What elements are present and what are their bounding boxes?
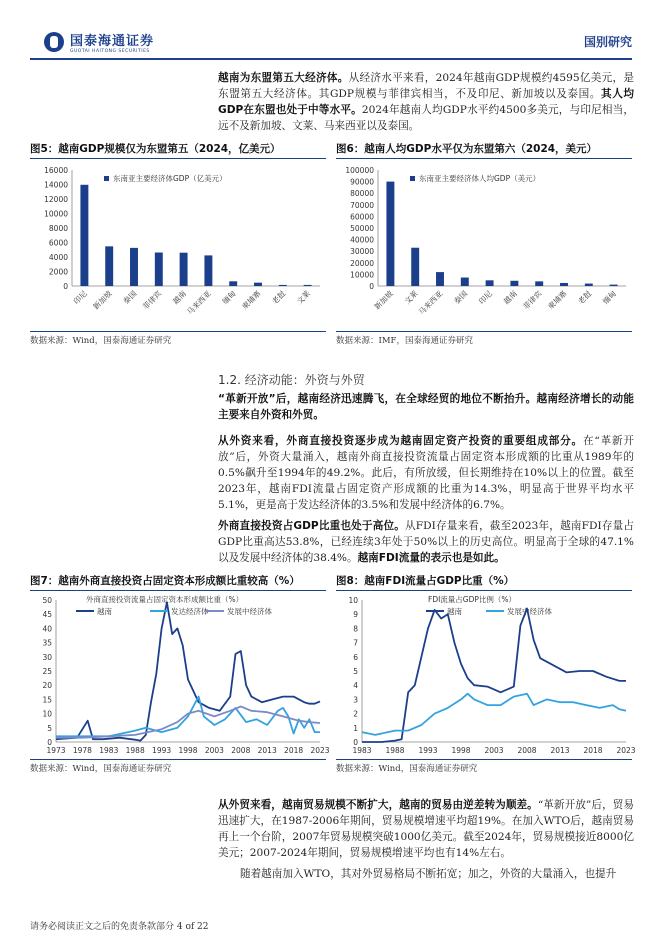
fig5-source-divider xyxy=(30,331,326,332)
fig6-y-tick: 50000 xyxy=(350,224,374,233)
fig7-legend-label: 发达经济体 xyxy=(171,607,209,616)
fig8-source-divider xyxy=(336,759,632,760)
fig8-y-tick: 3 xyxy=(353,695,358,705)
fig7-y-tick: 15 xyxy=(42,695,52,705)
fig6-y-tick: 70000 xyxy=(350,200,374,210)
fig5-y-tick: 8000 xyxy=(48,224,68,233)
fig5-legend-swatch xyxy=(104,176,109,181)
fig6-x-tick: 缅甸 xyxy=(601,289,619,307)
fig6-x-tick: 泰国 xyxy=(452,289,470,307)
fig7-x-tick: 2003 xyxy=(204,746,224,755)
fig6-bar xyxy=(411,248,419,286)
fig7-chart-title: 外商直接投资流量占固定资本形成额比重（%） xyxy=(86,595,244,604)
fig8-y-tick: 6 xyxy=(353,652,358,662)
fig8-x-tick: 1993 xyxy=(418,746,438,755)
p3-bold-1: 外商直接投资占GDP比重也处于高位。 xyxy=(218,520,406,532)
fig7-legend-label: 越南 xyxy=(97,607,112,616)
fig7-caption: 图7：越南外商直接投资占固定资本形成额比重较高（%） xyxy=(30,573,326,591)
fig8-y-tick: 1 xyxy=(353,723,358,733)
fig6-chart xyxy=(336,162,632,332)
fig8-y-tick: 10 xyxy=(348,596,358,605)
fig6-caption: 图6：越南人均GDP水平仅为东盟第六（2024，美元） xyxy=(336,141,632,159)
fig6-source: 数据来源：IMF，国泰海通证券研究 xyxy=(336,336,473,346)
fig8-x-tick: 2023 xyxy=(616,746,636,755)
fig6-x-tick: 印尼 xyxy=(477,289,495,307)
fig5-legend-label: 东南亚主要经济体GDP（亿美元） xyxy=(113,174,227,183)
fig5-bar xyxy=(279,285,287,286)
fig7-source: 数据来源：Wind，国泰海通证券研究 xyxy=(30,764,172,774)
fig8-x-tick: 1988 xyxy=(385,746,405,755)
fig6-y-tick: 10000 xyxy=(350,270,374,280)
fig5-bar xyxy=(229,281,237,286)
fig7-y-tick: 30 xyxy=(42,652,52,662)
paragraph-3 xyxy=(218,518,634,566)
fig6-bar xyxy=(386,182,394,286)
fig5-caption: 图5：越南GDP规模仅为东盟第五（2024，亿美元） xyxy=(30,141,326,159)
fig5-y-tick: 16000 xyxy=(44,166,68,175)
fig7-y-tick: 0 xyxy=(47,738,52,747)
fig8-y-tick: 2 xyxy=(353,709,358,719)
logo-icon xyxy=(44,32,64,52)
fig7-legend-label: 发展中经济体 xyxy=(227,607,272,616)
fig7-x-tick: 1998 xyxy=(178,746,198,755)
fig6-source-divider xyxy=(336,331,632,332)
fig6-x-tick: 新加坡 xyxy=(372,289,395,312)
logo-en-text: GUOTAI HAITONG SECURITIES xyxy=(70,49,150,54)
fig6-x-tick: 马来西亚 xyxy=(416,289,445,317)
fig6-y-tick: 20000 xyxy=(350,258,374,268)
p4-bold: 从外贸来看，越南贸易规模不断扩大，越南的贸易由逆差转为顺差。 xyxy=(218,799,538,811)
fig6-y-tick: 80000 xyxy=(350,189,374,199)
fig6-bar xyxy=(535,281,543,286)
fig7-y-tick: 20 xyxy=(42,681,52,691)
intro-paragraph xyxy=(218,70,634,134)
fig8-x-tick: 2003 xyxy=(484,746,504,755)
company-logo xyxy=(44,30,154,54)
fig7-x-tick: 1978 xyxy=(72,746,92,755)
fig5-bar xyxy=(180,253,188,286)
fig5-bar xyxy=(80,185,88,286)
fig5-y-tick: 14000 xyxy=(44,180,68,190)
fig5-x-tick: 柬埔寨 xyxy=(240,289,263,312)
p3-text: 从FDI存量来看，截至2023年，越南FDI存量占GDP比重高达53.8%，已经连续3年处于50%以上的历史高位。明显高于全球的47.1%以及发展中经济体的38.4%。 xyxy=(218,520,634,564)
fig7-x-tick: 1988 xyxy=(125,746,145,755)
fig6-x-tick: 越南 xyxy=(501,289,519,307)
fig8-source: 数据来源：Wind，国泰海通证券研究 xyxy=(336,764,478,774)
page-footer: 请务必阅读正文之后的免责条款部分 4 of 22 xyxy=(30,922,209,932)
paragraph-4 xyxy=(218,797,634,861)
fig6-bar xyxy=(436,272,444,286)
fig7-y-tick: 25 xyxy=(42,667,52,676)
fig6-x-tick: 柬埔寨 xyxy=(546,289,569,312)
paragraph-1 xyxy=(218,391,634,423)
fig7-x-tick: 2013 xyxy=(257,746,277,755)
fig8-legend-label: 发展中经济体 xyxy=(507,607,552,616)
fig6-legend-label: 东南亚主要经济体人均GDP（美元） xyxy=(419,174,541,183)
fig6-y-tick: 0 xyxy=(369,282,374,291)
fig8-caption: 图8：越南FDI流量占GDP比重（%） xyxy=(336,573,632,591)
fig7-y-tick: 50 xyxy=(42,596,52,605)
fig5-bar xyxy=(254,283,262,286)
fig5-x-tick: 新加坡 xyxy=(91,289,114,312)
paragraph-2 xyxy=(218,433,634,513)
fig7-y-tick: 40 xyxy=(42,624,52,634)
fig8-y-tick: 5 xyxy=(353,667,358,676)
fig6-x-tick: 文莱 xyxy=(402,289,420,307)
fig8-series-line xyxy=(362,694,626,735)
page-header xyxy=(0,0,662,64)
fig8-y-tick: 4 xyxy=(353,681,358,691)
logo-cn-text: 国泰海通证券 xyxy=(70,34,155,49)
fig7-x-tick: 2018 xyxy=(284,746,304,755)
fig6-x-tick: 老挝 xyxy=(576,289,594,307)
fig7-x-tick: 2023 xyxy=(310,746,330,755)
fig5-bar xyxy=(155,253,163,286)
p1-bold: “革新开放”后，越南经济迅速腾飞，在全球经贸的地位不断抬升。越南经济增长的动能主要来自外资和外贸。 xyxy=(218,393,634,421)
fig8-chart xyxy=(336,592,636,760)
intro-text-2: 2024年越南人均GDP水平约4500多美元，与印尼相当，远不及新加坡、文莱、马来西亚以及泰国。 xyxy=(218,104,634,132)
fig5-x-tick: 老挝 xyxy=(270,289,288,307)
fig5-x-tick: 缅甸 xyxy=(220,289,238,307)
fig6-legend-swatch xyxy=(410,176,415,181)
fig6-x-tick: 菲律宾 xyxy=(521,289,544,312)
fig5-x-tick: 泰国 xyxy=(121,289,139,307)
p2-text: 在“革新开放”后，外资大量涌入，越南外商直接投资流量占固定资本形成额的比重从1989年的0.5%飙升至1994年的49.2%。此后，有所放缓，但长期维持在10%以上的位置。截至2023年，越南FDI流量占固定资产形成额的比重为14.3%，明显高于世界平均水平5.1%，更是高于发达经济体的3.5%和发展中经济体的6.7%。 xyxy=(218,435,635,511)
fig7-y-tick: 5 xyxy=(47,723,52,733)
fig7-y-tick: 10 xyxy=(42,709,52,719)
fig5-y-tick: 2000 xyxy=(48,267,68,277)
paragraph-5 xyxy=(218,866,634,882)
fig6-y-tick: 90000 xyxy=(350,177,374,187)
fig7-series-line xyxy=(56,602,320,740)
fig5-bar xyxy=(105,246,113,286)
fig7-y-tick: 45 xyxy=(42,610,52,620)
p2-bold: 从外资来看，外商直接投资逐步成为越南固定资产投资的重要组成部分。 xyxy=(218,435,583,447)
fig5-x-tick: 印尼 xyxy=(71,289,89,307)
fig6-bar xyxy=(560,283,568,286)
fig5-x-tick: 菲律宾 xyxy=(140,289,164,312)
fig6-bar xyxy=(610,285,618,286)
fig8-series-line xyxy=(362,609,626,743)
fig5-y-tick: 6000 xyxy=(48,238,68,248)
fig6-y-tick: 30000 xyxy=(350,247,374,257)
fig5-chart xyxy=(30,162,326,332)
fig8-x-tick: 2013 xyxy=(550,746,570,755)
fig7-source-divider xyxy=(30,759,326,760)
section-heading: 1.2. 经济动能：外资与外贸 xyxy=(218,373,365,387)
fig6-bar xyxy=(510,281,518,286)
intro-bold-1: 越南为东盟第五大经济体。 xyxy=(218,72,349,84)
fig5-x-tick: 马来西亚 xyxy=(185,289,213,317)
intro-bold-2: 其人均GDP在东盟也处于中等水平。 xyxy=(218,88,634,116)
fig8-x-tick: 1983 xyxy=(352,746,372,755)
fig6-bar xyxy=(585,284,593,286)
p4-text: “革新开放”后，贸易迅速扩大，在1987-2006年期间，贸易规模增速平均超19%。在加入WTO后，越南贸易再上一个台阶，2007年贸易规模突破1000亿美元。截至2024年，贸易规模接近8000亿美元；2007-2024年期间，贸易规模增速平均也有14%左右。 xyxy=(218,799,634,859)
fig6-y-tick: 100000 xyxy=(345,166,374,175)
fig7-x-tick: 1973 xyxy=(46,746,66,755)
fig5-y-tick: 12000 xyxy=(44,195,68,204)
fig5-y-tick: 0 xyxy=(63,282,68,291)
fig5-source: 数据来源：Wind，国泰海通证券研究 xyxy=(30,336,172,346)
fig7-x-tick: 1993 xyxy=(152,746,172,755)
fig5-bar xyxy=(130,248,138,286)
fig8-y-tick: 9 xyxy=(353,610,358,620)
fig5-y-tick: 10000 xyxy=(44,209,68,219)
fig8-chart-title: FDI流量占GDP比例（%） xyxy=(428,595,517,604)
p3-bold-2: 越南FDI流量的表示也是如此。 xyxy=(357,552,505,564)
fig5-x-tick: 越南 xyxy=(171,289,189,307)
intro-text-1: 从经济水平来看，2024年越南GDP规模约4595亿美元，是东盟第五大经济体。其GDP规模与菲律宾相当，不及印尼、新加坡以及泰国。 xyxy=(218,72,634,100)
header-divider xyxy=(30,58,632,60)
fig7-series-line xyxy=(56,707,320,738)
fig8-legend-label: 越南 xyxy=(447,607,462,616)
fig6-bar xyxy=(486,280,494,286)
report-type-label: 国别研究 xyxy=(583,35,632,49)
fig8-x-tick: 2018 xyxy=(583,746,603,755)
fig8-y-tick: 7 xyxy=(353,638,358,648)
fig6-bar xyxy=(461,278,469,286)
fig5-x-tick: 文莱 xyxy=(295,289,313,307)
fig5-bar xyxy=(204,255,212,286)
fig7-y-tick: 35 xyxy=(42,638,52,648)
fig8-y-tick: 0 xyxy=(353,738,358,747)
fig7-x-tick: 1983 xyxy=(99,746,119,755)
fig8-y-tick: 8 xyxy=(353,624,358,634)
fig8-x-tick: 2008 xyxy=(517,746,537,755)
fig5-y-tick: 4000 xyxy=(48,253,68,262)
fig7-x-tick: 2008 xyxy=(231,746,251,755)
fig6-y-tick: 40000 xyxy=(350,235,374,245)
p5-text: 随着越南加入WTO，其对外贸易格局不断拓宽；加之，外资的大量涌入，也提升 xyxy=(240,868,617,880)
fig5-bar xyxy=(304,285,312,286)
fig6-y-tick: 60000 xyxy=(350,212,374,222)
fig8-x-tick: 1998 xyxy=(451,746,471,755)
fig7-chart xyxy=(30,592,330,760)
